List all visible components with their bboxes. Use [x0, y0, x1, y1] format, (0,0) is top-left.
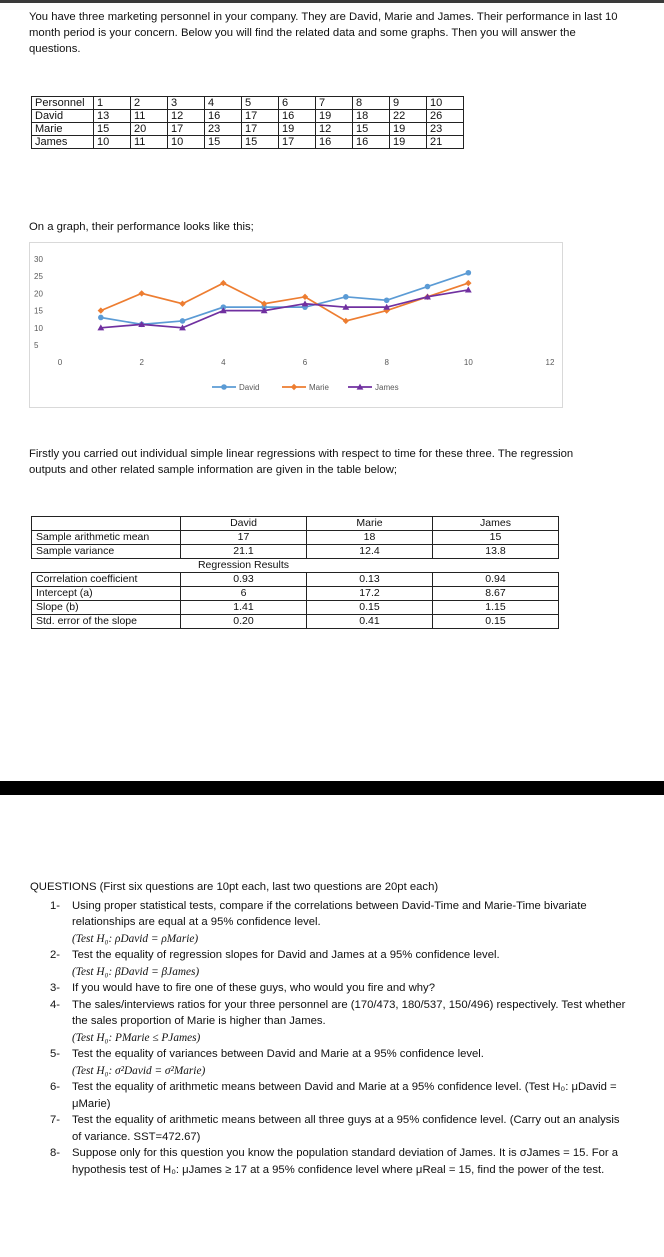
row-label-cell: Std. error of the slope	[32, 615, 181, 629]
row-label-cell: Correlation coefficient	[32, 573, 181, 587]
regression-table	[31, 516, 559, 629]
y-tick-label: 30	[34, 255, 43, 264]
table-cell: 15	[94, 123, 131, 136]
legend-label-marie: Marie	[309, 383, 330, 392]
row-label-cell: Intercept (a)	[32, 587, 181, 601]
table-cell: 0.41	[307, 615, 433, 629]
table-cell: 20	[131, 123, 168, 136]
table-cell: 13	[94, 110, 131, 123]
question-hypothesis: (Test H₀: σ²David = σ²Marie)	[72, 1064, 206, 1077]
table-cell: 1.15	[433, 601, 559, 615]
david-data-point	[425, 284, 431, 290]
column-header: David	[181, 517, 307, 531]
marie-data-point	[465, 280, 471, 286]
y-tick-label: 15	[34, 306, 43, 316]
row-label-cell: Sample variance	[32, 545, 181, 559]
table-header-cell: 2	[131, 97, 168, 110]
x-tick-label: 10	[463, 358, 473, 367]
question-number: 5-	[50, 1048, 61, 1060]
table-row	[32, 601, 559, 615]
legend-label-james: James	[375, 383, 399, 392]
table-cell: 23	[205, 123, 242, 136]
question-item	[50, 1112, 630, 1145]
table-cell: 13.8	[433, 545, 559, 559]
empty-cell	[433, 559, 559, 573]
david-data-point	[98, 315, 104, 321]
table-cell: 22	[390, 110, 427, 123]
question-item	[50, 980, 630, 997]
question-number: 7-	[50, 1114, 61, 1126]
table-cell: 16	[353, 136, 390, 149]
table-cell: 0.20	[181, 615, 307, 629]
table-header-cell: 10	[427, 97, 464, 110]
table-cell: 19	[279, 123, 316, 136]
question-number: 1-	[50, 899, 61, 912]
y-tick-label: 10	[34, 323, 43, 333]
performance-table	[31, 96, 464, 149]
table-cell: 10	[168, 136, 205, 149]
question-text: Using proper statistical tests, compare if the correlations between David-Time and Marie-Time bivariate relationships are equal at a 95% confidence level.	[72, 899, 587, 928]
table-header-cell: 8	[353, 97, 390, 110]
question-text: Test the equality of variances between David and Marie at a 95% confidence level.	[72, 1048, 484, 1060]
question-hypothesis: (Test H₀: ρDavid = ρMarie)	[72, 932, 199, 945]
table-cell: 0.15	[307, 601, 433, 615]
table-cell: 19	[316, 110, 353, 123]
table-header-cell: 4	[205, 97, 242, 110]
table-cell: 1.41	[181, 601, 307, 615]
table-cell: 8.67	[433, 587, 559, 601]
table-cell: 12	[316, 123, 353, 136]
table-cell: 21	[427, 136, 464, 149]
david-data-point	[384, 297, 390, 303]
table-row	[32, 136, 464, 149]
table-cell: 17	[242, 123, 279, 136]
x-tick-label: 4	[221, 358, 226, 367]
table-cell: 19	[390, 136, 427, 149]
table-row	[32, 545, 559, 559]
table-header-cell: 9	[390, 97, 427, 110]
marie-data-point	[138, 290, 144, 296]
legend-label-david: David	[239, 383, 260, 392]
empty-cell	[32, 517, 181, 531]
x-tick-label: 2	[139, 358, 144, 367]
table-header-cell: 3	[168, 97, 205, 110]
question-text: If you would have to fire one of these guys, who would you fire and why?	[72, 982, 435, 994]
row-label-cell: Marie	[32, 123, 94, 136]
column-header: Marie	[307, 517, 433, 531]
david-data-point	[466, 270, 472, 276]
y-tick-label: 20	[34, 289, 43, 299]
marie-data-point	[179, 301, 185, 307]
question-number: 4-	[50, 998, 61, 1011]
table-cell: 15	[353, 123, 390, 136]
row-label-cell: James	[32, 136, 94, 149]
x-tick-label: 12	[545, 358, 555, 367]
y-tick-label: 25	[34, 272, 43, 282]
page-separator-band	[0, 781, 664, 795]
table-cell: 26	[427, 110, 464, 123]
table-cell: 10	[94, 136, 131, 149]
table-cell: 16	[279, 110, 316, 123]
question-item	[50, 898, 630, 948]
x-tick-label: 0	[57, 358, 63, 367]
table-cell: 17	[242, 110, 279, 123]
question-item	[50, 997, 630, 1047]
table-cell: 15	[433, 531, 559, 545]
graph-intro-text: On a graph, their performance looks like this;	[29, 221, 254, 233]
legend-marker-marie	[291, 384, 297, 390]
section-title: Regression Results	[197, 559, 290, 571]
x-tick-label: 8	[384, 358, 389, 367]
performance-chart-svg	[30, 243, 562, 407]
table-cell: 0.93	[181, 573, 307, 587]
question-number: 6-	[50, 1081, 61, 1093]
regression-intro-paragraph: Firstly you carried out individual simple linear regressions with respect to time for these three. The regression outputs and other related sample information are given in the table below;	[29, 448, 574, 476]
regression-section-row	[32, 559, 559, 573]
question-item	[50, 1046, 630, 1079]
table-cell: 0.13	[307, 573, 433, 587]
regression-header-row	[32, 517, 559, 531]
table-row	[32, 123, 464, 136]
table-row	[32, 615, 559, 629]
james-series-line	[101, 290, 469, 328]
table-cell: 12	[168, 110, 205, 123]
question-text: Suppose only for this question you know the population standard deviation of James. It is σJames = 15. For a hypothesis test of H₀: μJames ≥ 17 at a 95% confidence level where μReal = 15, find the power of the test.	[72, 1147, 619, 1176]
column-header: James	[433, 517, 559, 531]
table-cell: 16	[316, 136, 353, 149]
question-hypothesis: (Test H₀: βDavid = βJames)	[72, 965, 200, 978]
performance-chart	[29, 242, 563, 408]
table-cell: 17	[279, 136, 316, 149]
table-cell: 19	[390, 123, 427, 136]
top-border-line	[0, 0, 664, 3]
table-cell: 21.1	[181, 545, 307, 559]
table-header-cell: 1	[94, 97, 131, 110]
question-number: 8-	[50, 1147, 61, 1159]
question-text: Test the equality of arithmetic means between David and Marie at a 95% confidence level. (Test H₀: μDavid = μMarie)	[72, 1081, 617, 1110]
table-cell: 18	[307, 531, 433, 545]
marie-data-point	[98, 307, 104, 313]
intro-paragraph: You have three marketing personnel in your company. They are David, Marie and James. Their performance in last 10 month period is your concern. Below you will find the related data and some graphs. Then you will answer the questions.	[29, 11, 618, 55]
table-cell: 0.94	[433, 573, 559, 587]
table-cell: 12.4	[307, 545, 433, 559]
table-cell: 11	[131, 110, 168, 123]
table-cell: 6	[181, 587, 307, 601]
table-row	[32, 573, 559, 587]
marie-data-point	[220, 280, 226, 286]
david-data-point	[343, 294, 349, 300]
questions-section	[30, 879, 630, 1178]
table-row	[32, 110, 464, 123]
table-cell: 17	[181, 531, 307, 545]
table-header-cell: 6	[279, 97, 316, 110]
table-header-row	[32, 97, 464, 110]
question-item	[50, 947, 630, 980]
legend-marker-david	[221, 384, 227, 390]
x-tick-label: 6	[302, 358, 308, 367]
table-row	[32, 587, 559, 601]
david-series-line	[101, 273, 469, 325]
empty-cell	[307, 559, 433, 573]
question-item	[50, 1079, 630, 1112]
question-number: 3-	[50, 982, 61, 994]
question-text: The sales/interviews ratios for your three personnel are (170/473, 180/537, 150/496) respectively. Test whether the sales proportion of Marie is higher than James.	[72, 998, 626, 1027]
empty-cell	[32, 559, 181, 573]
questions-list	[30, 898, 630, 1179]
table-cell: 15	[242, 136, 279, 149]
y-tick-label: 5	[34, 341, 39, 350]
table-cell: 0.15	[433, 615, 559, 629]
question-hypothesis: (Test H₀: PMarie ≤ PJames)	[72, 1031, 201, 1044]
table-header-cell: Personnel	[32, 97, 94, 110]
table-header-cell: 7	[316, 97, 353, 110]
table-header-cell: 5	[242, 97, 279, 110]
row-label-cell: Sample arithmetic mean	[32, 531, 181, 545]
table-cell: 23	[427, 123, 464, 136]
marie-series-line	[101, 283, 469, 321]
question-number: 2-	[50, 949, 61, 961]
david-data-point	[180, 318, 186, 324]
row-label-cell: Slope (b)	[32, 601, 181, 615]
table-cell: 17.2	[307, 587, 433, 601]
table-cell: 11	[131, 136, 168, 149]
question-item	[50, 1145, 630, 1178]
row-label-cell: David	[32, 110, 94, 123]
table-cell: 15	[205, 136, 242, 149]
question-text: Test the equality of regression slopes for David and James at a 95% confidence level.	[72, 949, 500, 961]
table-row	[32, 531, 559, 545]
table-cell: 18	[353, 110, 390, 123]
question-text: Test the equality of arithmetic means between all three guys at a 95% confidence level. (Carry out an analysis of variance. SST=472.67)	[72, 1114, 620, 1143]
questions-title: QUESTIONS (First six questions are 10pt each, last two questions are 20pt each)	[30, 881, 439, 893]
table-cell: 17	[168, 123, 205, 136]
table-cell: 16	[205, 110, 242, 123]
